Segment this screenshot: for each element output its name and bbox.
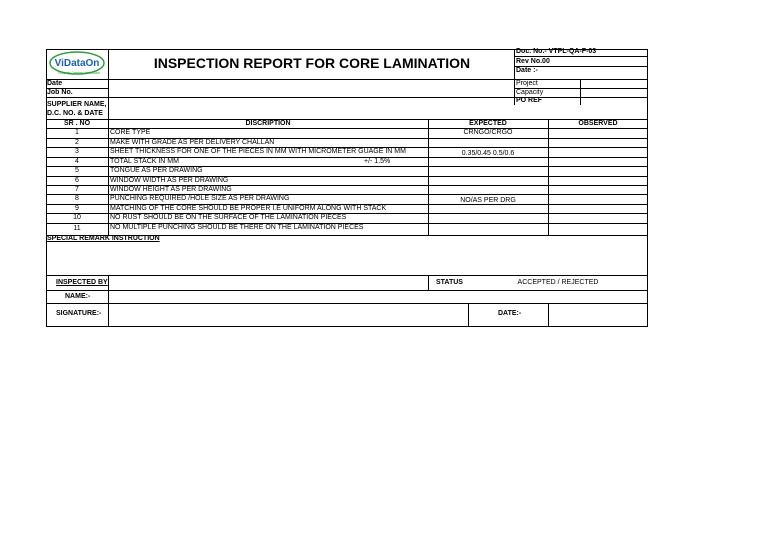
job-no-label: Job No.: [47, 89, 73, 96]
project-label: Project: [516, 80, 538, 87]
signature-label: SIGNATURE:-: [56, 310, 102, 317]
row-sr: 2: [75, 139, 79, 146]
row-sr: 6: [75, 177, 79, 184]
row-sr: 1: [75, 129, 79, 136]
row-description: CORE TYPE: [110, 129, 151, 136]
supplier-label-line2: D.C. NO. & DATE: [47, 110, 103, 117]
row-description: NO MULTIPLE PUNCHING SHOULD BE THERE ON THE LAMINATION PIECES: [110, 224, 364, 231]
row-description: TOTAL STACK IN MM: [110, 158, 179, 165]
po-ref-label: PO REF: [516, 97, 543, 104]
row-expected: NO/AS PER DRG: [460, 197, 516, 204]
date-label: Date: [47, 80, 63, 87]
header-description: DISCRIPTION: [245, 120, 291, 127]
row-description: WINDOW HEIGHT AS PER DRAWING: [110, 186, 232, 193]
header-date: Date :-: [516, 67, 538, 74]
special-remark-label: SPECIAL REMARK INSTRUCTION: [47, 235, 160, 242]
logo-tagline: Towards Greener Innovation: [57, 71, 101, 75]
row-sr: 10: [73, 214, 81, 221]
row-sr: 9: [75, 205, 79, 212]
row-description: MATCHING OF THE CORE SHOULD BE PROPER I.E UNIFORM ALONG WITH STACK: [110, 205, 387, 212]
row-tolerance: +/- 1.5%: [364, 158, 391, 165]
header-observed: OBSERVED: [578, 120, 618, 127]
header-sr-no: SR . NO: [63, 120, 91, 127]
rev-no: Rev No.00: [516, 58, 550, 65]
row-sr: 11: [73, 225, 81, 232]
logo-text: ViDataOn: [54, 58, 100, 69]
row-description: WINDOW WIDTH AS PER DRAWING: [110, 177, 229, 184]
row-sr: 4: [75, 158, 79, 165]
row-sr: 5: [75, 167, 79, 174]
report-title: INSPECTION REPORT FOR CORE LAMINATION: [153, 55, 471, 71]
capacity-label: Capacity: [516, 89, 544, 96]
row-description: NO RUST SHOULD BE ON THE SURFACE OF THE LAMINATION PIECES: [110, 214, 347, 221]
inspected-by-label: INSPECTED BY: [56, 279, 108, 286]
row-description: SHEET THICKNESS FOR ONE OF THE PIECES IN MM WITH MICROMETER GUAGE IN MM: [110, 148, 406, 155]
row-expected: CRNGO/CRGO: [463, 129, 513, 136]
footer-date-label: DATE:-: [498, 310, 522, 317]
row-description: MAKE WITH GRADE AS PER DELIVERY CHALLAN: [110, 139, 275, 146]
status-value: ACCEPTED / REJECTED: [517, 279, 599, 286]
row-sr: 3: [75, 148, 79, 155]
header-expected: EXPECTED: [469, 120, 507, 127]
status-label: STATUS: [436, 279, 463, 286]
supplier-label-line1: SUPPLIER NAME,: [47, 101, 107, 108]
name-label: NAME:-: [65, 293, 91, 300]
row-description: PUNCHING REQUIRED /HOLE SIZE AS PER DRAWING: [110, 195, 290, 202]
row-expected: 0.35/0.45 0.5/0.6: [461, 150, 515, 157]
row-sr: 7: [75, 186, 79, 193]
row-description: TONGUE AS PER DRAWING: [110, 167, 203, 174]
row-sr: 8: [75, 195, 79, 202]
company-logo: [49, 51, 105, 79]
logo-graphic: [49, 51, 105, 79]
doc-no: Doc. No.- VTPL-QA-F-03: [516, 48, 597, 55]
